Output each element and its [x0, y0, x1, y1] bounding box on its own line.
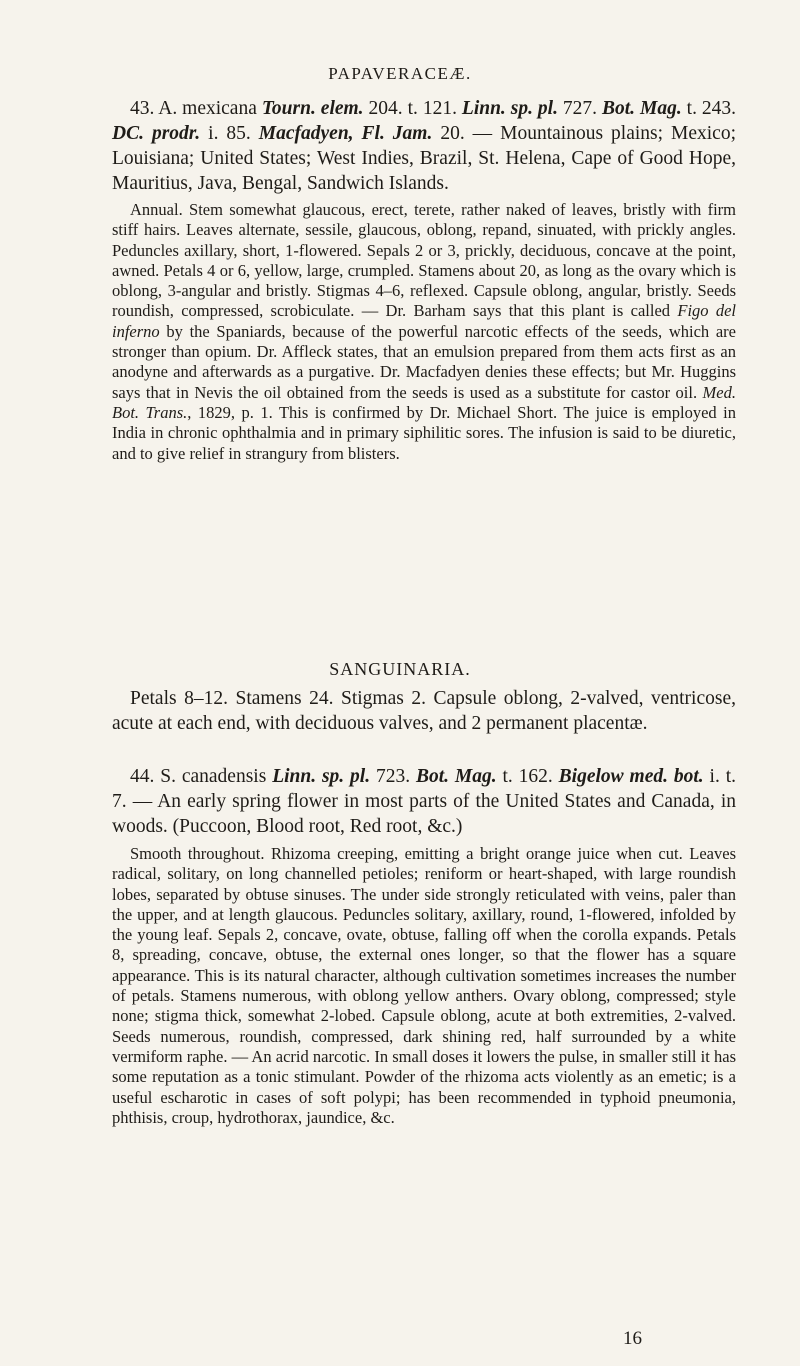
genus-title: SANGUINARIA. — [329, 659, 471, 679]
habitat-text: i. t. 7. — An early spring flower in most parts of the United States and Canada, in woods. (Puccoon, Blood root, Red root, &c.) — [112, 766, 736, 837]
citation-bot-mag: Bot. Mag. — [601, 98, 682, 119]
description-text: , 1829, p. 1. This is confirmed by Dr. Michael Short. The juice is employed in India in chronic ophthalmia and in primary siphilitic sores. The infusion is said to be diuretic, and to give relief in strangury from blisters. — [112, 402, 736, 463]
citation-text: i. 85. — [200, 123, 259, 144]
citation-text: t. 162. — [496, 766, 559, 787]
genus-block — [112, 686, 736, 736]
citation-med-bot: Med. Bot. Trans. — [112, 382, 736, 422]
description-text: Annual. Stem somewhat glaucous, erect, terete, rather naked of leaves, bristly with firm stiff hairs. Leaves alternate, sessile, glaucous, oblong, repand, sinuated, with prickly angles. Peduncles axillary, short, 1-flowered. Sepals 2 or 3, prickly, deciduous, concave at the point, awned. Petals 4 or 6, yellow, large, crumpled. Stamens about 20, as long as the ovary which is oblong, 3-angular and bristly. Stigmas 4–6, reflexed. Capsule oblong, angular, bristly. Seeds roundish, compressed, scrobiculate. — Dr. Barham says that this plant is called — [112, 200, 736, 321]
vernacular-name: Figo del inferno — [112, 301, 737, 341]
species-description — [112, 200, 736, 464]
entry-number: 44. S. canadensis — [130, 766, 273, 787]
citation-dc: DC. prodr. — [112, 123, 201, 144]
genus-description: Petals 8–12. Stamens 24. Stigmas 2. Capsule oblong, 2-valved, ventricose, acute at each end, with deciduous valves, and 2 permanent placentæ. — [112, 688, 736, 734]
citation-tourn: Tourn. elem. — [261, 98, 364, 119]
citation-bot-mag: Bot. Mag. — [415, 766, 497, 787]
citation-text: 204. t. 121. — [363, 98, 462, 119]
entry-heading — [112, 96, 736, 196]
citation-text: 727. — [557, 98, 602, 119]
running-head: PAPAVERACEÆ. — [328, 64, 472, 83]
species-entry-43 — [112, 96, 736, 464]
citation-linn: Linn. sp. pl. — [461, 98, 558, 119]
citation-linn: Linn. sp. pl. — [272, 766, 371, 787]
entry-heading — [112, 764, 736, 839]
habitat-text: 20. — Mountainous plains; Mexico; Louisiana; United States; West Indies, Brazil, St. Helena, Cape of Good Hope, Mauritius, Java, Bengal, Sandwich Islands. — [112, 123, 736, 194]
citation-text: 723. — [370, 766, 416, 787]
species-description: Smooth throughout. Rhizoma creeping, emitting a bright orange juice when cut. Leaves radical, solitary, on long channelled petioles; reniform or heart-shaped, with large roundish lobes, separated by obtuse sinuses. The under side strongly reticulated with veins, paler than the upper, and at length glaucous. Peduncles solitary, axillary, round, 1-flowered, infolded by the young leaf. Sepals 2, concave, ovate, obtuse, falling off when the corolla expands. Petals 8, spreading, concave, obtuse, the external ones longer, so that the flower has a square appearance. This is its natural character, although cultivation sometimes increases the number of petals. Stamens numerous, with oblong yellow anthers. Ovary oblong, compressed; style none; stigma thick, somewhat 2-lobed. Capsule oblong, acute at both extremities, 2-valved. Seeds numerous, roundish, compressed, dark shining red, half surrounded by a white vermiform raphe. — An acrid narcotic. In small doses it lowers the pulse, in smaller still it has some reputation as a tonic stimulant. Powder of the rhizoma acts violently as an emetic; is a useful escharotic in cases of soft polypi; has been recommended in typhoid pneumonia, phthisis, croup, hydrothorax, jaundice, &c. — [112, 844, 736, 1127]
citation-macfadyen: Macfadyen, Fl. Jam. — [258, 123, 433, 144]
description-text: by the Spaniards, because of the powerful narcotic effects of the seeds, which are stronger than opium. Dr. Affleck states, that an emulsion prepared from them acts first as an anodyne and afterwards as a purgative. Dr. Macfadyen denies these effects; but Mr. Huggins says that in Nevis the oil obtained from the seeds is used as a substitute for castor oil. — [112, 321, 736, 402]
citation-text: t. 243. — [681, 98, 737, 119]
citation-bigelow: Bigelow med. bot. — [558, 766, 704, 787]
page-number: 16 — [623, 1328, 642, 1349]
species-entry-44 — [112, 764, 736, 1128]
entry-number: 43. A. mexicana — [130, 98, 262, 119]
